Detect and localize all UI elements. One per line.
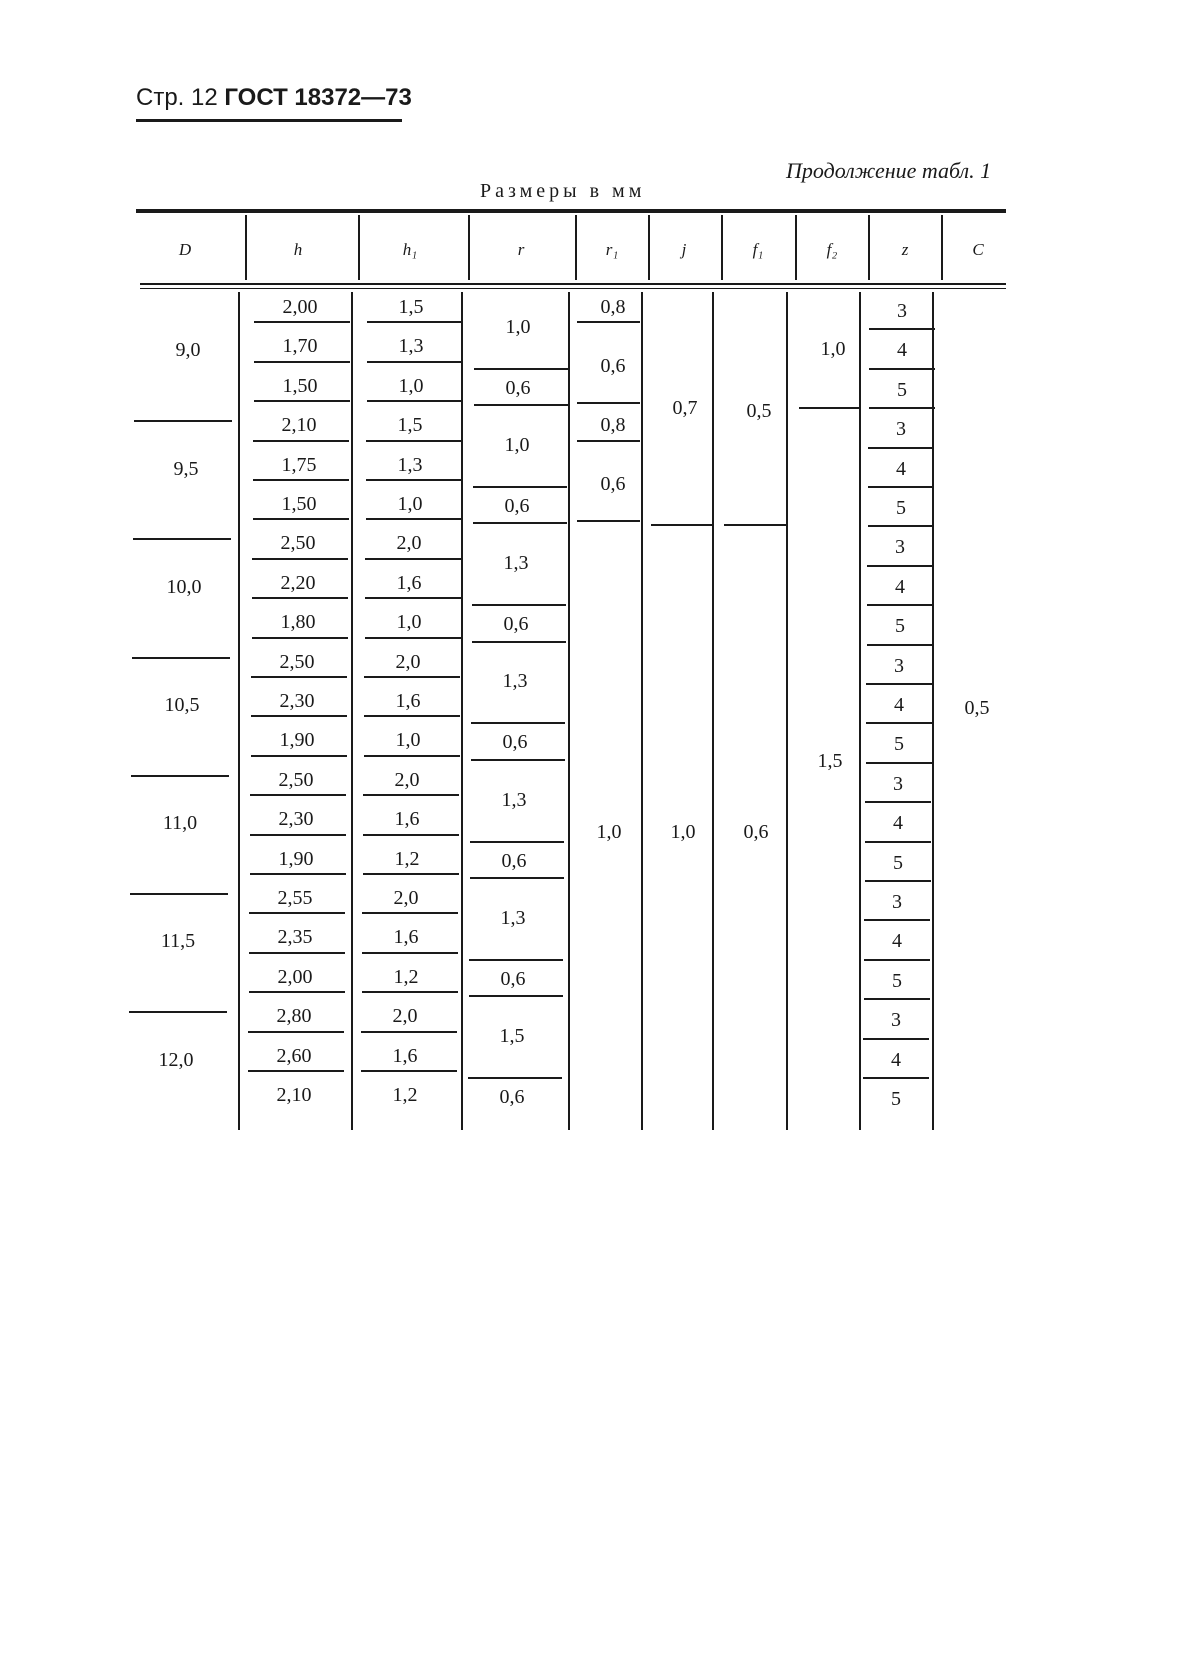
row-divider [866,683,932,685]
column-divider [461,292,463,1130]
cell-h1: 1,6 [396,571,422,594]
cell-z: 4 [892,930,902,953]
row-divider [362,991,458,993]
group-divider [129,1011,227,1013]
col-header-f1: f₁ [752,240,764,259]
cell-r: 1,0 [504,433,530,456]
cell-h: 2,55 [277,887,313,909]
row-divider [867,604,933,606]
page-header [136,84,412,112]
cell-h: 2,10 [276,1084,312,1106]
cell-r: 1,3 [502,670,528,693]
cell-h: 2,10 [281,414,317,437]
units-caption: Размеры в мм [480,180,646,202]
cell-h: 2,30 [278,808,314,831]
column-divider [568,292,570,1130]
row-divider [470,877,564,879]
column-divider [868,215,870,280]
group-divider [133,538,231,540]
row-divider [472,604,566,606]
cell-r: 1,3 [500,906,526,929]
cell-h: 2,80 [276,1005,312,1028]
cell-z: 5 [892,969,902,992]
row-divider [363,873,459,875]
cell-r: 1,3 [501,788,527,811]
row-divider [799,407,861,409]
column-divider [648,215,650,280]
row-divider [253,479,349,481]
cell-r1: 0,8 [600,296,626,318]
row-divider [252,558,348,560]
cell-h: 2,35 [277,926,313,949]
cell-f2-top: 1,0 [820,338,846,360]
column-divider [238,292,240,1130]
row-divider [724,524,788,526]
cell-C: 0,5 [964,697,990,719]
row-divider [254,361,350,363]
column-divider [932,292,934,1130]
col-header-f2: f₂ [826,240,838,259]
group-divider [131,775,229,777]
cell-r: 0,6 [500,967,526,990]
row-divider [254,400,350,402]
page-number: Стр. 12 [136,84,218,111]
cell-h: 1,50 [281,493,317,515]
cell-D: 11,5 [160,930,196,953]
cell-h: 1,75 [281,453,317,476]
cell-h1: 2,0 [392,1005,418,1028]
row-divider [867,644,933,646]
cell-z: 3 [891,1009,901,1032]
cell-h1: 1,5 [398,296,424,318]
cell-h: 2,60 [276,1044,312,1067]
cell-r1: 0,8 [600,414,626,437]
row-divider [577,402,640,404]
row-divider [864,959,930,961]
cell-h1: 1,0 [395,729,421,752]
row-divider [474,404,568,406]
row-divider [365,558,461,560]
row-divider [252,637,348,639]
row-divider [473,522,567,524]
column-divider [245,215,247,280]
row-divider [364,676,460,678]
cell-h: 2,00 [282,296,318,318]
cell-z: 4 [891,1048,901,1071]
row-divider [250,794,346,796]
row-divider [473,486,567,488]
row-divider [864,919,930,921]
column-divider [712,292,714,1130]
row-divider [474,368,568,370]
standard-number: ГОСТ 18372—73 [224,84,412,111]
col-header-D: D [178,240,192,259]
cell-h: 1,70 [282,335,318,358]
continuation-label: Продолжение табл. 1 [786,158,992,183]
cell-z: 3 [896,418,906,441]
cell-z: 5 [896,497,906,519]
row-divider [865,880,931,882]
header-rule [136,119,402,122]
cell-D: 9,0 [175,339,201,362]
cell-r: 0,6 [499,1086,525,1108]
row-divider [365,597,461,599]
row-divider [869,368,935,370]
row-divider [869,328,935,330]
column-divider [786,292,788,1130]
row-divider [868,447,934,449]
row-divider [471,759,565,761]
row-divider [868,525,934,527]
row-divider [250,834,346,836]
cell-D: 10,5 [164,694,200,716]
row-divider [249,952,345,954]
group-divider [130,893,228,895]
row-divider [366,479,462,481]
row-divider [362,912,458,914]
cell-z: 5 [897,378,907,401]
row-divider [577,440,640,442]
row-divider [363,794,459,796]
row-divider [361,1031,457,1033]
row-divider [248,1070,344,1072]
column-divider [859,292,861,1130]
cell-z: 3 [894,654,904,677]
row-divider [471,722,565,724]
row-divider [367,361,463,363]
cell-h1: 1,5 [397,414,423,437]
cell-r1: 0,6 [600,355,626,378]
col-header-h1: h₁ [402,240,418,259]
cell-h1: 1,6 [393,926,419,949]
cell-z: 4 [894,694,904,716]
col-header-h: h [293,240,303,259]
row-divider [577,520,640,522]
column-divider [721,215,723,280]
row-divider [253,440,349,442]
cell-z: 5 [893,851,903,874]
cell-z: 4 [896,457,906,480]
col-header-z: z [901,240,909,259]
cell-r: 1,0 [505,315,531,338]
row-divider [863,1038,929,1040]
row-divider [363,834,459,836]
cell-z: 3 [893,772,903,795]
cell-z: 4 [895,575,905,598]
col-header-r: r [517,240,525,259]
cell-h1: 2,0 [394,768,420,791]
col-header-j: j [681,240,687,259]
cell-r: 0,6 [501,849,527,872]
cell-h1: 1,6 [392,1044,418,1067]
group-divider [132,657,230,659]
row-divider [869,407,935,409]
cell-r: 0,6 [504,495,530,517]
cell-h1: 1,2 [392,1084,418,1106]
cell-r: 1,5 [499,1024,525,1047]
cell-r1: 0,6 [600,473,626,496]
cell-D: 10,0 [166,575,202,598]
row-divider [253,518,349,520]
row-divider [865,841,931,843]
cell-h1: 1,6 [394,808,420,831]
cell-f1-top: 0,5 [746,400,772,422]
row-divider [248,1031,344,1033]
cell-h1: 1,6 [395,690,421,712]
row-divider [469,995,563,997]
row-divider [367,400,463,402]
cell-h: 2,30 [279,690,315,712]
cell-h: 2,00 [277,965,313,988]
cell-r: 1,3 [503,552,529,575]
cell-h1: 2,0 [396,532,422,555]
row-divider [249,991,345,993]
row-divider [251,676,347,678]
cell-h: 1,80 [280,611,316,634]
cell-r: 0,6 [502,731,528,754]
row-divider [468,1077,562,1079]
row-divider [366,440,462,442]
cell-h: 1,50 [282,374,318,397]
cell-r1-rest: 1,0 [596,821,622,843]
column-divider [795,215,797,280]
row-divider [366,518,462,520]
row-divider [651,524,713,526]
row-divider [866,762,932,764]
column-divider [468,215,470,280]
cell-h: 2,20 [280,571,316,594]
cell-z: 3 [897,300,907,322]
cell-D: 9,5 [173,457,199,480]
cell-h: 2,50 [280,532,316,555]
cell-h1: 1,0 [396,611,422,634]
col-header-r1: r₁ [605,240,619,259]
cell-h1: 1,3 [398,335,424,358]
cell-h1: 1,2 [393,965,419,988]
row-divider [365,637,461,639]
row-divider [868,486,934,488]
col-header-C: C [972,240,984,259]
cell-h1: 1,0 [397,493,423,515]
row-divider [863,1077,929,1079]
row-divider [577,321,640,323]
group-divider [134,420,232,422]
column-divider [358,215,360,280]
cell-h: 2,50 [279,650,315,673]
row-divider [249,912,345,914]
cell-h: 2,50 [278,768,314,791]
cell-D: 12,0 [158,1048,194,1071]
cell-h: 1,90 [279,729,315,752]
cell-z: 4 [897,339,907,362]
cell-h: 1,90 [278,847,314,870]
row-divider [250,873,346,875]
cell-j-rest: 1,0 [670,821,696,843]
row-divider [470,841,564,843]
row-divider [251,715,347,717]
cell-f1-rest: 0,6 [743,821,769,843]
row-divider [254,321,350,323]
column-divider [641,292,643,1130]
cell-z: 4 [893,812,903,835]
cell-z: 5 [895,615,905,638]
cell-r: 0,6 [505,376,531,399]
row-divider [864,998,930,1000]
header-bottom-rule [140,283,1006,285]
cell-h1: 1,0 [398,374,424,397]
cell-h1: 2,0 [395,650,421,673]
column-divider [941,215,943,280]
row-divider [865,801,931,803]
cell-z: 5 [891,1088,901,1110]
cell-z: 3 [895,536,905,559]
row-divider [472,641,566,643]
cell-f2-rest: 1,5 [817,750,843,772]
cell-h1: 1,3 [397,453,423,476]
row-divider [252,597,348,599]
cell-j-top: 0,7 [672,397,698,419]
cell-z: 3 [892,891,902,913]
row-divider [367,321,463,323]
row-divider [364,755,460,757]
column-divider [351,292,353,1130]
row-divider [469,959,563,961]
cell-h1: 1,2 [394,847,420,870]
cell-z: 5 [894,733,904,756]
row-divider [364,715,460,717]
row-divider [361,1070,457,1072]
cell-h1: 2,0 [393,887,419,909]
header-bottom-rule-2 [140,288,1006,289]
row-divider [362,952,458,954]
cell-r: 0,6 [503,613,529,636]
column-divider [575,215,577,280]
table-top-rule [136,209,1006,213]
row-divider [867,565,933,567]
row-divider [251,755,347,757]
cell-D: 11,0 [162,812,198,835]
row-divider [866,722,932,724]
